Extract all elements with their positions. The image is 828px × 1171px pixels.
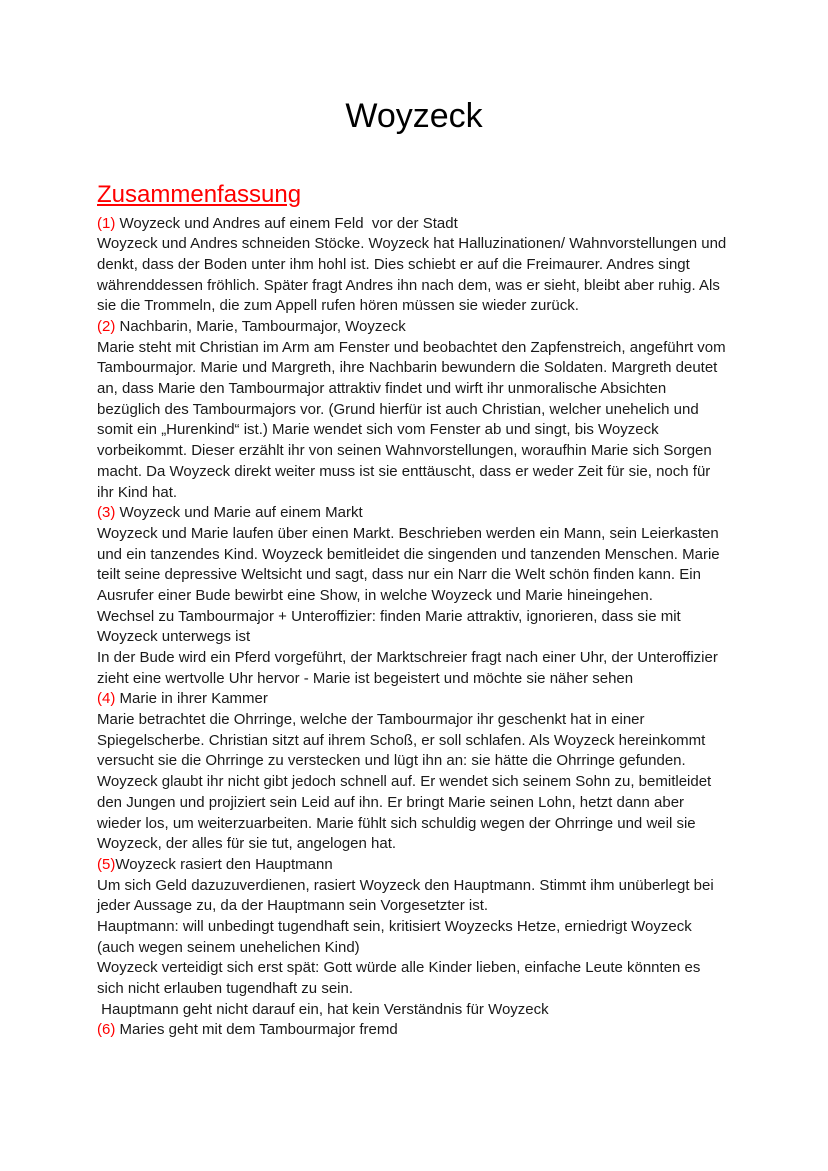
section-heading-line xyxy=(97,689,731,710)
section-title: Nachbarin, Marie, Tambourmajor, Woyzeck xyxy=(115,318,406,336)
section-heading-line xyxy=(97,214,731,235)
section-paragraph: Hauptmann geht nicht darauf ein, hat kein Verständnis für Woyzeck xyxy=(97,1000,549,1018)
section-paragraph: Woyzeck verteidigt sich erst spät: Gott würde alle Kinder lieben, einfache Leute könnten es sich nicht erlauben tugendhaft zu sein. xyxy=(97,959,705,998)
section-heading-line xyxy=(97,855,731,876)
section-paragraph: Marie betrachtet die Ohrringe, welche der Tambourmajor ihr geschenkt hat in einer Spiegelscherbe. Christian sitzt auf ihrem Schoß, er soll schlafen. Als Woyzeck hereinkommt versucht sie die Ohrringe zu verstecken und lügt ihn an: sie hätte die Ohrringe gefunden. Woyzeck glaubt ihr nicht gibt jedoch schnell auf. Er wendet sich seinem Sohn zu, bemitleidet den Jungen und projiziert sein Leid auf ihn. Er bringt Marie seinen Lohn, hetzt dann aber wieder los, um weiterzuarbeiten. Marie fühlt sich schuldig wegen der Ohrringe und weil sie Woyzeck, der alles für sie tut, angelogen hat. xyxy=(97,711,716,853)
summary-section xyxy=(97,855,731,1021)
section-paragraph: Wechsel zu Tambourmajor + Unteroffizier: finden Marie attraktiv, ignorieren, dass sie mit Woyzeck unterwegs ist xyxy=(97,607,685,646)
section-number: (5) xyxy=(97,855,116,873)
summary-section xyxy=(97,1020,731,1041)
section-paragraph: Marie steht mit Christian im Arm am Fenster und beobachtet den Zapfenstreich, angeführt vom Tambourmajor. Marie und Margreth, ihre Nachbarin bewundern die Soldaten. Margreth deutet an, dass Marie den Tambourmajor attraktiv findet und wirft ihr unmoralische Absichten bezüglich des Tambourmajors vor. (Grund hierfür ist auch Christian, welcher unehelich und somit ein „Hurenkind“ ist.) Marie wendet sich vom Fenster ab und singt, bis Woyzeck vorbeikommt. Dieser erzählt ihr von seinen Wahnvorstellungen, woraufhin Marie sich Sorgen macht. Da Woyzeck direkt weiter muss ist sie enttäuscht, dass er weder Zeit für sie, noch für ihr Kind hat. xyxy=(97,338,730,501)
section-title: Woyzeck und Andres auf einem Feld vor der Stadt xyxy=(115,214,458,232)
document-title: Woyzeck xyxy=(345,97,483,135)
summary-sections xyxy=(97,214,731,1042)
section-heading-line xyxy=(97,317,731,338)
section-heading-line xyxy=(97,503,731,524)
summary-section xyxy=(97,214,731,317)
section-number: (6) xyxy=(97,1021,116,1039)
section-heading-line xyxy=(97,1020,731,1041)
section-title: Woyzeck und Marie auf einem Markt xyxy=(115,504,363,522)
summary-section xyxy=(97,689,731,855)
section-title: Maries geht mit dem Tambourmajor fremd xyxy=(115,1021,398,1039)
section-title: Woyzeck rasiert den Hauptmann xyxy=(115,855,333,873)
section-paragraph: Hauptmann: will unbedingt tugendhaft sein, kritisiert Woyzecks Hetze, erniedrigt Woyzeck (auch wegen seinem unehelichen Kind) xyxy=(97,917,696,956)
section-number: (4) xyxy=(97,690,116,708)
section-title: Marie in ihrer Kammer xyxy=(115,690,268,708)
summary-section xyxy=(97,317,731,503)
section-paragraph: In der Bude wird ein Pferd vorgeführt, der Marktschreier fragt nach einer Uhr, der Unteroffizier zieht eine wertvolle Uhr hervor - Marie ist begeistert und möchte sie näher sehen xyxy=(97,649,723,687)
section-paragraph: Woyzeck und Andres schneiden Stöcke. Woyzeck hat Halluzinationen/ Wahnvorstellungen und denkt, dass der Boden unter ihm hohl ist. Dies schiebt er auf die Freimaurer. Andres singt währenddessen fröhlich. Später fragt Andres ihn nach dem, was er sieht, bleibt aber ruhig. Als sie die Trommeln, die zum Appell rufen hören müssen sie wieder zurück. xyxy=(97,235,731,315)
section-paragraph: Woyzeck und Marie laufen über einen Markt. Beschrieben werden ein Mann, sein Leierkasten und ein tanzendes Kind. Woyzeck bemitleidet die singenden und tanzenden Menschen. Marie teilt seine depressive Weltsicht und sagt, dass nur ein Narr die Welt schön finden kann. Ein Ausrufer einer Bude bewirbt eine Show, in welche Woyzeck und Marie hineingehen. xyxy=(97,524,724,604)
section-paragraph: Um sich Geld dazuzuverdienen, rasiert Woyzeck den Hauptmann. Stimmt ihm unüberlegt bei jeder Aussage zu, da der Hauptmann sein Vorgesetzter ist. xyxy=(97,876,718,915)
summary-heading: Zusammenfassung xyxy=(97,180,302,208)
section-number: (1) xyxy=(97,214,116,232)
section-number: (2) xyxy=(97,318,116,336)
summary-section xyxy=(97,503,731,689)
section-number: (3) xyxy=(97,504,116,522)
